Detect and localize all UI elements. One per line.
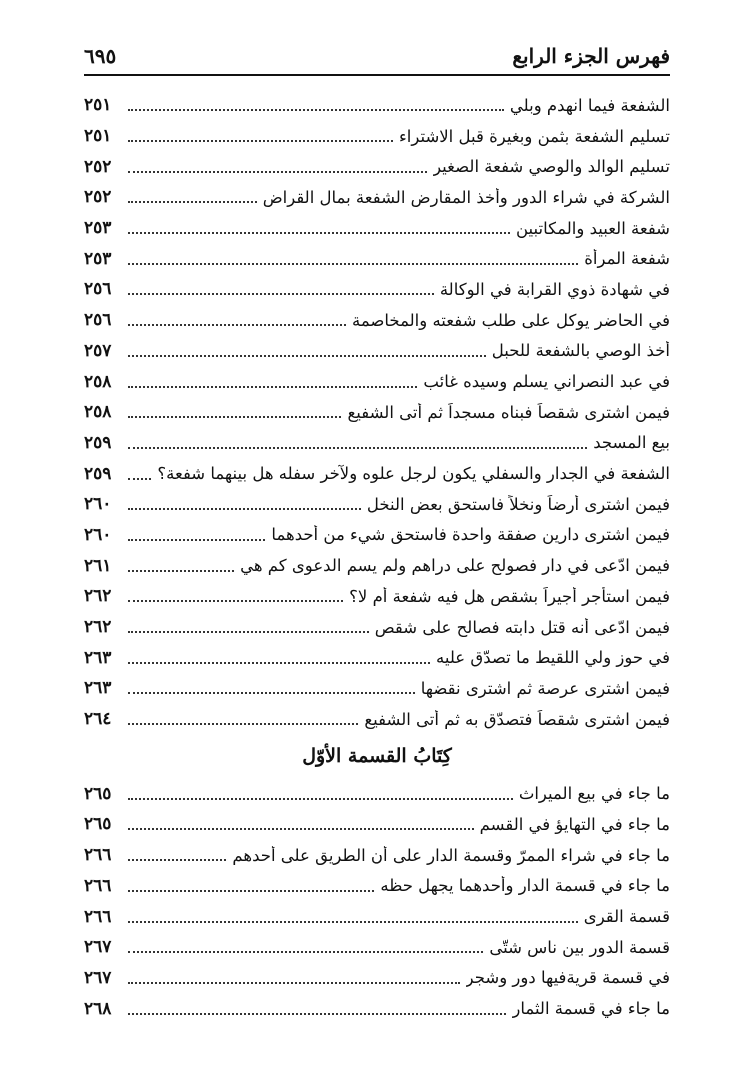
index-list xyxy=(84,90,670,1024)
index-entry xyxy=(84,274,670,305)
entry-text: بيع المسجد xyxy=(593,433,670,453)
entry-text: قسمة القرى xyxy=(583,907,670,927)
index-entry xyxy=(84,550,670,581)
entry-text: فيمن ادّعى أنه قتل دابته فصالح على شقص xyxy=(374,617,670,637)
dot-leader xyxy=(128,1013,506,1015)
entry-page-number: ٢٥١ xyxy=(84,126,112,147)
dot-leader xyxy=(128,982,460,984)
entry-page-number: ٢٦٥ xyxy=(84,814,112,835)
entry-page-number: ٢٥٧ xyxy=(84,340,112,361)
index-entry xyxy=(84,673,670,704)
dot-leader xyxy=(128,921,578,923)
entry-text: ما جاء في قسمة الدار وأحدهما يجهل حظه xyxy=(380,876,670,896)
dot-leader xyxy=(128,600,343,602)
index-entries-after xyxy=(84,778,670,1024)
entry-page-number: ٢٥٩ xyxy=(84,432,112,453)
dot-leader xyxy=(128,723,358,725)
entry-page-number: ٢٥٣ xyxy=(84,248,112,269)
entry-text: ما جاء في قسمة الثمار xyxy=(512,999,670,1019)
entry-page-number: ٢٥٨ xyxy=(84,371,112,392)
header-title: فهرس الجزء الرابع xyxy=(512,44,670,68)
dot-leader xyxy=(128,416,341,418)
entry-text: فيمن استأجر أجيراً بشقص هل فيه شفعة أم لا؟ xyxy=(349,586,670,606)
dot-leader xyxy=(128,386,417,388)
entry-text: في حوز ولي اللقيط ما تصدّق عليه xyxy=(436,648,670,668)
entry-text: ما جاء في التهايؤ في القسم xyxy=(479,814,670,834)
index-entry xyxy=(84,778,670,809)
index-entries-before xyxy=(84,90,670,734)
index-entry xyxy=(84,90,670,121)
entry-page-number: ٢٦٣ xyxy=(84,647,112,668)
entry-page-number: ٢٥٦ xyxy=(84,310,112,331)
entry-text: قسمة الدور بين ناس شتّى xyxy=(489,937,670,957)
dot-leader xyxy=(128,662,430,664)
entry-page-number: ٢٦٣ xyxy=(84,678,112,699)
entry-text: تسليم الوالد والوصي شفعة الصغير xyxy=(433,157,670,177)
index-entry xyxy=(84,182,670,213)
dot-leader xyxy=(128,890,374,892)
dot-leader xyxy=(128,447,587,449)
entry-page-number: ٢٥٩ xyxy=(84,463,112,484)
entry-text: فيمن اشترى شقصاً فتصدّق به ثم أتى الشفيع xyxy=(364,709,670,729)
dot-leader xyxy=(128,324,346,326)
index-entry xyxy=(84,840,670,871)
entry-page-number: ٢٦٧ xyxy=(84,967,112,988)
entry-page-number: ٢٥٣ xyxy=(84,218,112,239)
entry-page-number: ٢٦٦ xyxy=(84,875,112,896)
entry-page-number: ٢٦٢ xyxy=(84,586,112,607)
entry-page-number: ٢٦٢ xyxy=(84,617,112,638)
entry-text: في شهادة ذوي القرابة في الوكالة xyxy=(439,279,670,299)
entry-text: الشفعة فيما انهدم وبلي xyxy=(509,95,670,115)
dot-leader xyxy=(128,570,234,572)
index-entry xyxy=(84,581,670,612)
index-entry xyxy=(84,458,670,489)
dot-leader xyxy=(128,508,361,510)
dot-leader xyxy=(128,355,486,357)
entry-page-number: ٢٦٤ xyxy=(84,709,112,730)
index-entry xyxy=(84,243,670,274)
entry-page-number: ٢٦٠ xyxy=(84,524,112,545)
index-entry xyxy=(84,901,670,932)
index-entry xyxy=(84,397,670,428)
dot-leader xyxy=(128,631,369,633)
index-entry xyxy=(84,489,670,520)
index-entry xyxy=(84,213,670,244)
index-entry xyxy=(84,305,670,336)
entry-text: تسليم الشفعة بثمن وبغيرة قبل الاشتراء xyxy=(399,126,670,146)
dot-leader xyxy=(128,263,578,265)
dot-leader xyxy=(128,828,474,830)
entry-text: ما جاء في بيع الميراث xyxy=(518,784,670,804)
entry-text: فيمن اشترى شقصاً فبناه مسجداً ثم أتى الشفيع xyxy=(347,402,670,422)
entry-text: في الحاضر يوكل على طلب شفعته والمخاصمة xyxy=(352,310,670,330)
entry-text: في عبد النصراني يسلم وسيده غائب xyxy=(423,372,670,392)
dot-leader xyxy=(128,798,513,800)
index-entry xyxy=(84,121,670,152)
dot-leader xyxy=(128,539,265,541)
dot-leader xyxy=(128,951,483,953)
dot-leader xyxy=(128,478,151,480)
index-entry xyxy=(84,704,670,735)
index-entry xyxy=(84,151,670,182)
entry-text: فيمن اشترى دارين صفقة واحدة فاستحق شيء من أحدهما xyxy=(271,525,670,545)
entry-page-number: ٢٥٢ xyxy=(84,187,112,208)
index-entry xyxy=(84,993,670,1024)
dot-leader xyxy=(128,293,434,295)
running-header xyxy=(84,40,670,72)
index-entry xyxy=(84,612,670,643)
dot-leader xyxy=(128,109,504,111)
entry-text: الشفعة في الجدار والسفلي يكون لرجل علوه ولآخر سفله هل بينهما شفعة؟ xyxy=(157,464,670,484)
dot-leader xyxy=(128,140,393,142)
entry-text: فيمن ادّعى في دار فصولح على دراهم ولم يسمِ الدعوى كم هي xyxy=(240,556,670,576)
index-entry xyxy=(84,428,670,459)
index-entry xyxy=(84,520,670,551)
dot-leader xyxy=(128,692,415,694)
entry-text: أخذ الوصي بالشفعة للحبل xyxy=(491,341,670,361)
entry-page-number: ٢٥٢ xyxy=(84,156,112,177)
entry-text: فيمن اشترى أرضاً ونخلاً فاستحق بعض النخل xyxy=(366,494,670,514)
entry-text: شفعة المرأة xyxy=(584,249,670,269)
index-entry xyxy=(84,963,670,994)
entry-text: شفعة العبيد والمكاتبين xyxy=(515,218,670,238)
index-entry xyxy=(84,366,670,397)
index-entry xyxy=(84,809,670,840)
entry-text: ما جاء في شراء الممرّ وقسمة الدار على أن الطريق على أحدهم xyxy=(232,845,670,865)
entry-page-number: ٢٦٠ xyxy=(84,494,112,515)
entry-page-number: ٢٥٦ xyxy=(84,279,112,300)
dot-leader xyxy=(128,201,257,203)
dot-leader xyxy=(128,859,226,861)
dot-leader xyxy=(128,171,427,173)
entry-page-number: ٢٦٥ xyxy=(84,783,112,804)
entry-page-number: ٢٦٦ xyxy=(84,906,112,927)
index-entry xyxy=(84,871,670,902)
index-entry xyxy=(84,642,670,673)
index-entry xyxy=(84,336,670,367)
entry-page-number: ٢٦٦ xyxy=(84,845,112,866)
header-rule xyxy=(84,74,670,76)
index-entry xyxy=(84,932,670,963)
entry-text: فيمن اشترى عرصة ثم اشترى نقضها xyxy=(420,678,670,698)
section-title: كِتَابُ القسمة الأوّل xyxy=(302,745,452,768)
entry-page-number: ٢٥٨ xyxy=(84,402,112,423)
entry-text: الشركة في شراء الدور وأخذ المقارض الشفعة بمال القراض xyxy=(262,187,670,207)
entry-text: في قسمة قريةفيها دور وشجر xyxy=(465,968,670,988)
header-page-number: ٦٩٥ xyxy=(84,44,117,68)
dot-leader xyxy=(128,232,510,234)
entry-page-number: ٢٦٧ xyxy=(84,937,112,958)
entry-page-number: ٢٦٨ xyxy=(84,998,112,1019)
entry-page-number: ٢٦١ xyxy=(84,555,112,576)
entry-page-number: ٢٥١ xyxy=(84,95,112,116)
